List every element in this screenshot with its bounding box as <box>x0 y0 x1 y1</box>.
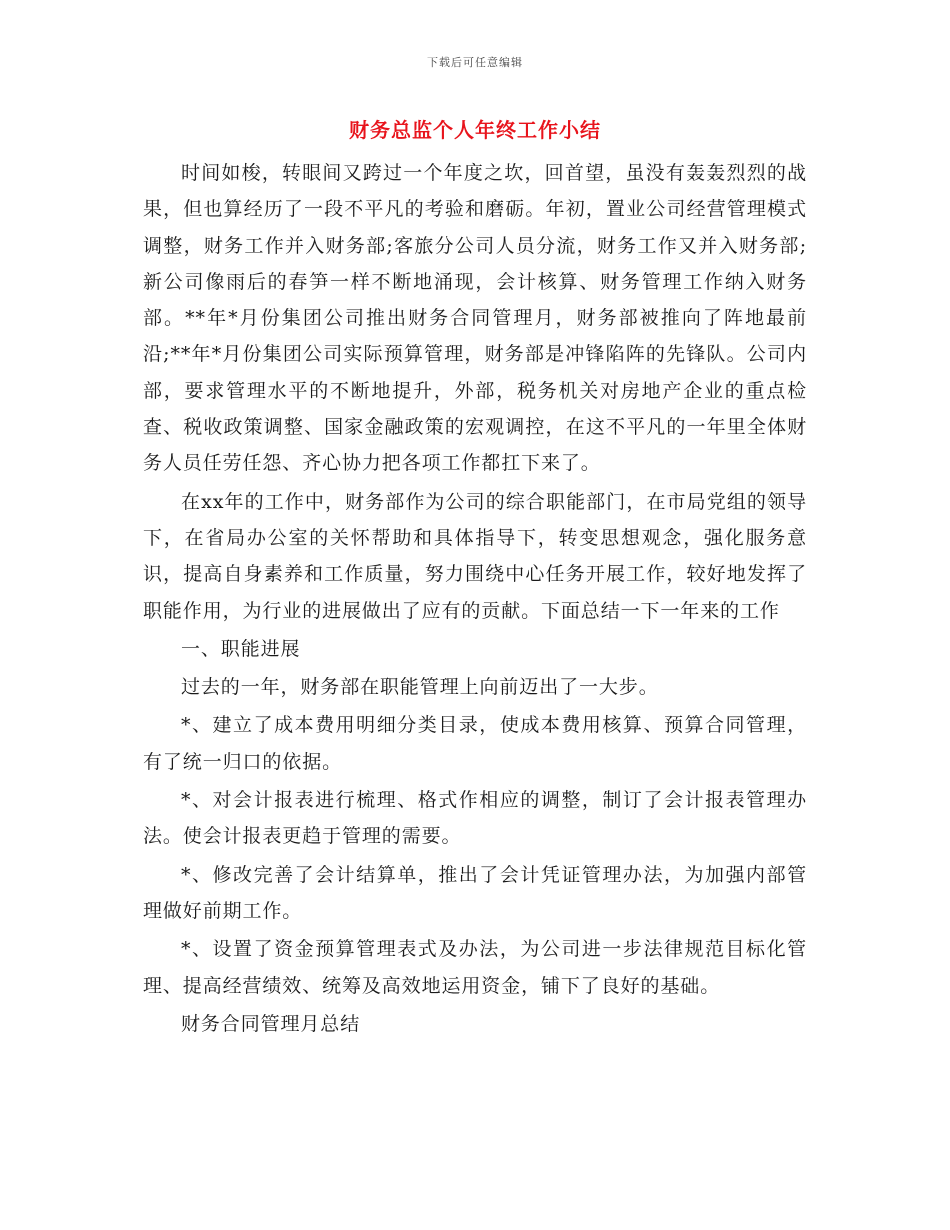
list-item: *、建立了成本费用明细分类目录，使成本费用核算、预算合同管理，有了统一归口的依据。 <box>143 714 807 773</box>
list-item: *、设置了资金预算管理表式及办法，为公司进一步法律规范目标化管理、提高经营绩效、统筹及高效地运用资金，铺下了良好的基础。 <box>143 938 807 997</box>
header-note: 下载后可任意编辑 <box>427 56 523 69</box>
list-item: *、修改完善了会计结算单，推出了会计凭证管理办法，为加强内部管理做好前期工作。 <box>143 863 807 922</box>
paragraph-summary: 过去的一年，财务部在职能管理上向前迈出了一大步。 <box>181 676 659 699</box>
paragraph-closing: 财务合同管理月总结 <box>181 1012 361 1035</box>
document-body <box>143 155 807 1042</box>
paragraph-overview: 在xx年的工作中，财务部作为公司的综合职能部门，在市局党组的领导下，在省局办公室的关怀帮助和具体指导下，转变思想观念，强化服务意识，提高自身素养和工作质量，努力围绕中心任务开展工作，较好地发挥了职能作用，为行业的进展做出了应有的贡献。下面总结一下一年来的工作 <box>143 490 807 622</box>
section-heading: 一、职能进展 <box>181 637 301 660</box>
document-title: 财务总监个人年终工作小结 <box>349 118 601 142</box>
paragraph-intro: 时间如梭，转眼间又跨过一个年度之坎，回首望，虽没有轰轰烈烈的战果，但也算经历了一段不平凡的考验和磨砺。年初，置业公司经营管理模式调整，财务工作并入财务部;客旅分公司人员分流，财务工作又并入财务部;新公司像雨后的春笋一样不断地涌现，会计核算、财务管理工作纳入财务部。**年*月份集团公司推出财务合同管理月，财务部被推向了阵地最前沿;**年*月份集团公司实际预算管理，财务部是冲锋陷阵的先锋队。公司内部，要求管理水平的不断地提升，外部，税务机关对房地产企业的重点检查、税收政策调整、国家金融政策的宏观调控，在这不平凡的一年里全体财务人员任劳任怨、齐心协力把各项工作都扛下来了。 <box>143 162 807 475</box>
list-item: *、对会计报表进行梳理、格式作相应的调整，制订了会计报表管理办法。使会计报表更趋于管理的需要。 <box>143 789 807 848</box>
